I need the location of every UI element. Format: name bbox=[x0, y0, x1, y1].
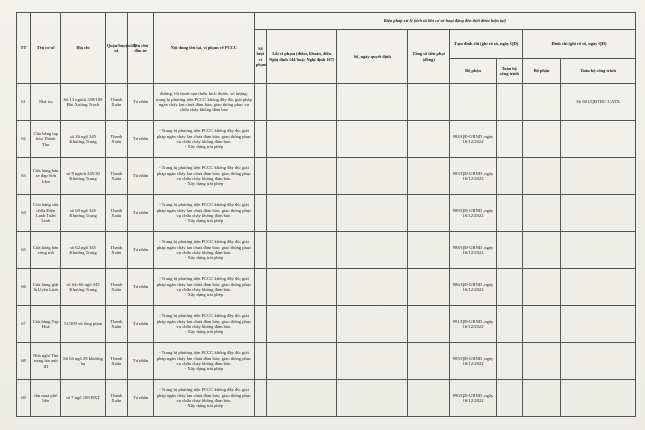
cell-address: Số 13 ngách 358/109 Bùi Xương Trạch bbox=[61, 84, 105, 121]
cell-district: Thanh Xuân bbox=[105, 380, 127, 417]
cell-tt: 65 bbox=[17, 232, 31, 269]
cell-name: Cửa hàng giặt là Uyên Linh bbox=[31, 269, 61, 306]
cell-suspend-whole bbox=[496, 232, 522, 269]
cell-suspend-part bbox=[450, 84, 496, 121]
cell-district: Thanh Xuân bbox=[105, 232, 127, 269]
cell-tt: 62 bbox=[17, 121, 31, 158]
table-row bbox=[17, 158, 636, 195]
table-row bbox=[17, 232, 636, 269]
cell-name: Cửa hàng Tạp Hoá bbox=[31, 306, 61, 343]
cell-suspend-whole bbox=[496, 343, 522, 380]
col-error: Lỗi vi phạm (điểm, khoản, điều Nghị định 144 hoặc Nghị định 167) bbox=[266, 30, 337, 84]
cell-total-fine bbox=[408, 158, 450, 195]
cell-error bbox=[266, 158, 337, 195]
cell-stop-part bbox=[522, 158, 560, 195]
cell-content: - Trang bị phương tiện PCCC không đầy đủ; giải pháp ngăn cháy lan chưa đảm bảo; giao thông phục vụ chữa cháy không đảm bảo. - Xây dựng trái phép bbox=[154, 158, 255, 195]
col-suspend-whole: Toàn bộ công trình bbox=[496, 59, 522, 84]
cell-decision-date bbox=[337, 84, 408, 121]
cell-stop-whole bbox=[561, 195, 636, 232]
cell-district: Thanh Xuân bbox=[105, 269, 127, 306]
cell-suspend-whole bbox=[496, 84, 522, 121]
cell-total-fine bbox=[408, 380, 450, 417]
cell-district: Thanh Xuân bbox=[105, 84, 127, 121]
cell-suspend-part: 990/QĐ-UBND ,ngày 16/12/2022 bbox=[450, 380, 496, 417]
cell-stop-part bbox=[522, 232, 560, 269]
cell-owner: Tư nhân bbox=[127, 158, 153, 195]
cell-violation-count bbox=[254, 158, 266, 195]
cell-decision-date bbox=[337, 121, 408, 158]
cell-violation-count bbox=[254, 269, 266, 306]
cell-decision-date bbox=[337, 380, 408, 417]
cell-content: - Trang bị phương tiện PCCC không đầy đủ; giải pháp ngăn cháy lan chưa đảm bảo; giao thông phục vụ chữa cháy không đảm bảo. - Xây dựng trái phép bbox=[154, 380, 255, 417]
cell-owner: Tư nhân bbox=[127, 232, 153, 269]
cell-total-fine bbox=[408, 343, 450, 380]
cell-district: Thanh Xuân bbox=[105, 306, 127, 343]
col-stop-whole: Toàn bộ công trình bbox=[561, 59, 636, 84]
cell-stop-whole bbox=[561, 306, 636, 343]
table-row bbox=[17, 269, 636, 306]
cell-total-fine bbox=[408, 84, 450, 121]
cell-content: - Trang bị phương tiện PCCC không đầy đủ; giải pháp ngăn cháy lan chưa đảm bảo; giao thông phục vụ chữa cháy không đảm bảo. - Xây dựng trái phép bbox=[154, 306, 255, 343]
cell-name: Cửa hàng sửa chữa Điện Lạnh Tuấn Linh bbox=[31, 195, 61, 232]
cell-owner: Tư nhân bbox=[127, 121, 153, 158]
cell-suspend-part: 986/QĐ-UBND ,ngày 16/12/2022 bbox=[450, 269, 496, 306]
cell-tt: 69 bbox=[17, 380, 31, 417]
col-decision-date: Số, ngày quyết định bbox=[337, 30, 408, 84]
cell-stop-whole bbox=[561, 121, 636, 158]
cell-suspend-whole bbox=[496, 121, 522, 158]
cell-address: số 62 ngõ 345 Khương Trung bbox=[61, 232, 105, 269]
cell-owner: Tư nhân bbox=[127, 306, 153, 343]
cell-address: số 8 ngách 345/30 Khương Trung bbox=[61, 158, 105, 195]
cell-decision-date bbox=[337, 269, 408, 306]
cell-content: - Trang bị phương tiện PCCC không đầy đủ; giải pháp ngăn cháy lan chưa đảm bảo; giao thông phục vụ chữa cháy không đảm bảo. - Xây dựng trái phép bbox=[154, 121, 255, 158]
cell-stop-whole bbox=[561, 343, 636, 380]
cell-suspend-part: 989/QĐ-UBND ,ngày 16/12/2022 bbox=[450, 195, 496, 232]
cell-owner: Tư nhân bbox=[127, 84, 153, 121]
table-row bbox=[17, 343, 636, 380]
col-total-fine: Tổng số tiền phạt (đồng) bbox=[408, 30, 450, 84]
cell-district: Thanh Xuân bbox=[105, 343, 127, 380]
col-owner: Tên chủ đầu tư bbox=[127, 13, 153, 84]
cell-suspend-part: 988/QĐ-UBND ,ngày 16/12/2022 bbox=[450, 232, 496, 269]
cell-error bbox=[266, 380, 337, 417]
cell-tt: 64 bbox=[17, 195, 31, 232]
cell-stop-part bbox=[522, 306, 560, 343]
cell-content: - Trang bị phương tiện PCCC không đầy đủ; giải pháp ngăn cháy lan chưa đảm bảo; giao thông phục vụ chữa cháy không đảm bảo. - Xây dựng trái phép bbox=[154, 232, 255, 269]
cell-suspend-part: 985/QĐ-UBND ,ngày 16/12/2022 bbox=[450, 343, 496, 380]
cell-name: Nhà nghỉ Thu trang lan anh III bbox=[31, 343, 61, 380]
cell-suspend-whole bbox=[496, 195, 522, 232]
col-tt: TT bbox=[17, 13, 31, 84]
violation-table bbox=[16, 12, 636, 417]
cell-content: đường, lối thoát nạn thiếu kích thước, số lượng; trang bị phương tiện PCCC không đầy đủ; giải pháp ngăn cháy lan chưa đảm bảo; giao thông phục vụ chữa cháy không đảm bảo bbox=[154, 84, 255, 121]
cell-total-fine bbox=[408, 121, 450, 158]
cell-address: 51/309 vũ tông phan bbox=[61, 306, 105, 343]
table-row bbox=[17, 84, 636, 121]
cell-stop-part bbox=[522, 380, 560, 417]
cell-error bbox=[266, 306, 337, 343]
cell-address: số 60 ngõ 345 Khương Trung bbox=[61, 195, 105, 232]
cell-decision-date bbox=[337, 306, 408, 343]
cell-name: thu mua phế liệu bbox=[31, 380, 61, 417]
col-address: Địa chỉ bbox=[61, 13, 105, 84]
cell-violation-count bbox=[254, 306, 266, 343]
cell-content: - Trang bị phương tiện PCCC không đầy đủ; giải pháp ngăn cháy lan chưa đảm bảo; giao thông phục vụ chữa cháy không đảm bảo. - Xây dựng trái phép bbox=[154, 269, 255, 306]
col-violation-count: Số lượt vi phạm bbox=[254, 30, 266, 84]
cell-name: Cửa hàng bán xe đạp Sơn Lâm bbox=[31, 158, 61, 195]
col-group-measures: Biện pháp xử lý (tích từ khi cơ sở hoạt động đến thời điểm hiện tại) bbox=[254, 13, 635, 30]
cell-suspend-whole bbox=[496, 269, 522, 306]
cell-total-fine bbox=[408, 232, 450, 269]
cell-name: Cửa hàng bán vòng mũ bbox=[31, 232, 61, 269]
cell-stop-part bbox=[522, 84, 560, 121]
col-district: Quận/huyện/thị xã bbox=[105, 13, 127, 84]
cell-address: số 26 ngõ 345 Khương Trung bbox=[61, 121, 105, 158]
cell-owner: Tư nhân bbox=[127, 380, 153, 417]
cell-address: số 64+66 ngõ 345 Khương Trung bbox=[61, 269, 105, 306]
cell-stop-whole bbox=[561, 269, 636, 306]
col-content: Nội dung tồn tại, vi phạm về PCCC bbox=[154, 13, 255, 84]
cell-stop-part bbox=[522, 121, 560, 158]
table-body bbox=[17, 84, 636, 417]
cell-suspend-part: 985/QĐ-UBND ,ngày 16/12/2022 bbox=[450, 158, 496, 195]
cell-district: Thanh Xuân bbox=[105, 158, 127, 195]
cell-violation-count bbox=[254, 84, 266, 121]
cell-address: số 7 ngõ 108 BXT bbox=[61, 380, 105, 417]
cell-name: Cửa hàng tạp hóa Thành Thu bbox=[31, 121, 61, 158]
col-stop-part: Bộ phận bbox=[522, 59, 560, 84]
cell-stop-whole: Số 681/QĐTĐC-CATX bbox=[561, 84, 636, 121]
cell-total-fine bbox=[408, 195, 450, 232]
cell-stop-part bbox=[522, 269, 560, 306]
cell-decision-date bbox=[337, 232, 408, 269]
cell-decision-date bbox=[337, 343, 408, 380]
cell-tt: 68 bbox=[17, 343, 31, 380]
cell-tt: 61 bbox=[17, 84, 31, 121]
cell-tt: 67 bbox=[17, 306, 31, 343]
cell-decision-date bbox=[337, 195, 408, 232]
cell-error bbox=[266, 269, 337, 306]
cell-owner: Tư nhân bbox=[127, 269, 153, 306]
cell-suspend-whole bbox=[496, 306, 522, 343]
cell-district: Thanh Xuân bbox=[105, 195, 127, 232]
col-stop: Đình chỉ (ghi rõ số, ngày QĐ) bbox=[522, 30, 635, 59]
table-row bbox=[17, 380, 636, 417]
cell-violation-count bbox=[254, 232, 266, 269]
cell-stop-part bbox=[522, 343, 560, 380]
cell-violation-count bbox=[254, 343, 266, 380]
cell-stop-part bbox=[522, 195, 560, 232]
cell-owner: Tư nhân bbox=[127, 195, 153, 232]
cell-tt: 63 bbox=[17, 158, 31, 195]
col-name: Tên cơ sở bbox=[31, 13, 61, 84]
cell-error bbox=[266, 84, 337, 121]
table-row bbox=[17, 121, 636, 158]
cell-error bbox=[266, 343, 337, 380]
cell-content: - Trang bị phương tiện PCCC không đầy đủ; giải pháp ngăn cháy lan chưa đảm bảo; giao thông phục vụ chữa cháy không đảm bảo. - Xây dựng trái phép bbox=[154, 195, 255, 232]
cell-violation-count bbox=[254, 195, 266, 232]
cell-address: Số 64 ngõ 29 khương hạ bbox=[61, 343, 105, 380]
table-row bbox=[17, 306, 636, 343]
cell-tt: 66 bbox=[17, 269, 31, 306]
cell-suspend-part: 984/QĐ-UBND ,ngày 16/12/2022 bbox=[450, 121, 496, 158]
cell-error bbox=[266, 121, 337, 158]
cell-content: - Trang bị phương tiện PCCC không đầy đủ; giải pháp ngăn cháy lan chưa đảm bảo; giao thông phục vụ chữa cháy không đảm bảo. - Xây dựng trái phép bbox=[154, 343, 255, 380]
cell-total-fine bbox=[408, 269, 450, 306]
cell-owner: Tư nhân bbox=[127, 343, 153, 380]
cell-error bbox=[266, 195, 337, 232]
cell-suspend-whole bbox=[496, 380, 522, 417]
col-suspend: Tạm đình chỉ (ghi rõ số, ngày QĐ) bbox=[450, 30, 523, 59]
cell-district: Thanh Xuân bbox=[105, 121, 127, 158]
cell-decision-date bbox=[337, 158, 408, 195]
table-row bbox=[17, 195, 636, 232]
header-row-1 bbox=[17, 13, 636, 30]
cell-stop-whole bbox=[561, 158, 636, 195]
cell-stop-whole bbox=[561, 380, 636, 417]
cell-suspend-whole bbox=[496, 158, 522, 195]
cell-violation-count bbox=[254, 380, 266, 417]
cell-name: Nhà trọ bbox=[31, 84, 61, 121]
cell-stop-whole bbox=[561, 232, 636, 269]
cell-violation-count bbox=[254, 121, 266, 158]
cell-total-fine bbox=[408, 306, 450, 343]
cell-suspend-part: 991/QĐ-UBND ,ngày 16/12/2022 bbox=[450, 306, 496, 343]
cell-error bbox=[266, 232, 337, 269]
col-suspend-part: Bộ phận bbox=[450, 59, 496, 84]
